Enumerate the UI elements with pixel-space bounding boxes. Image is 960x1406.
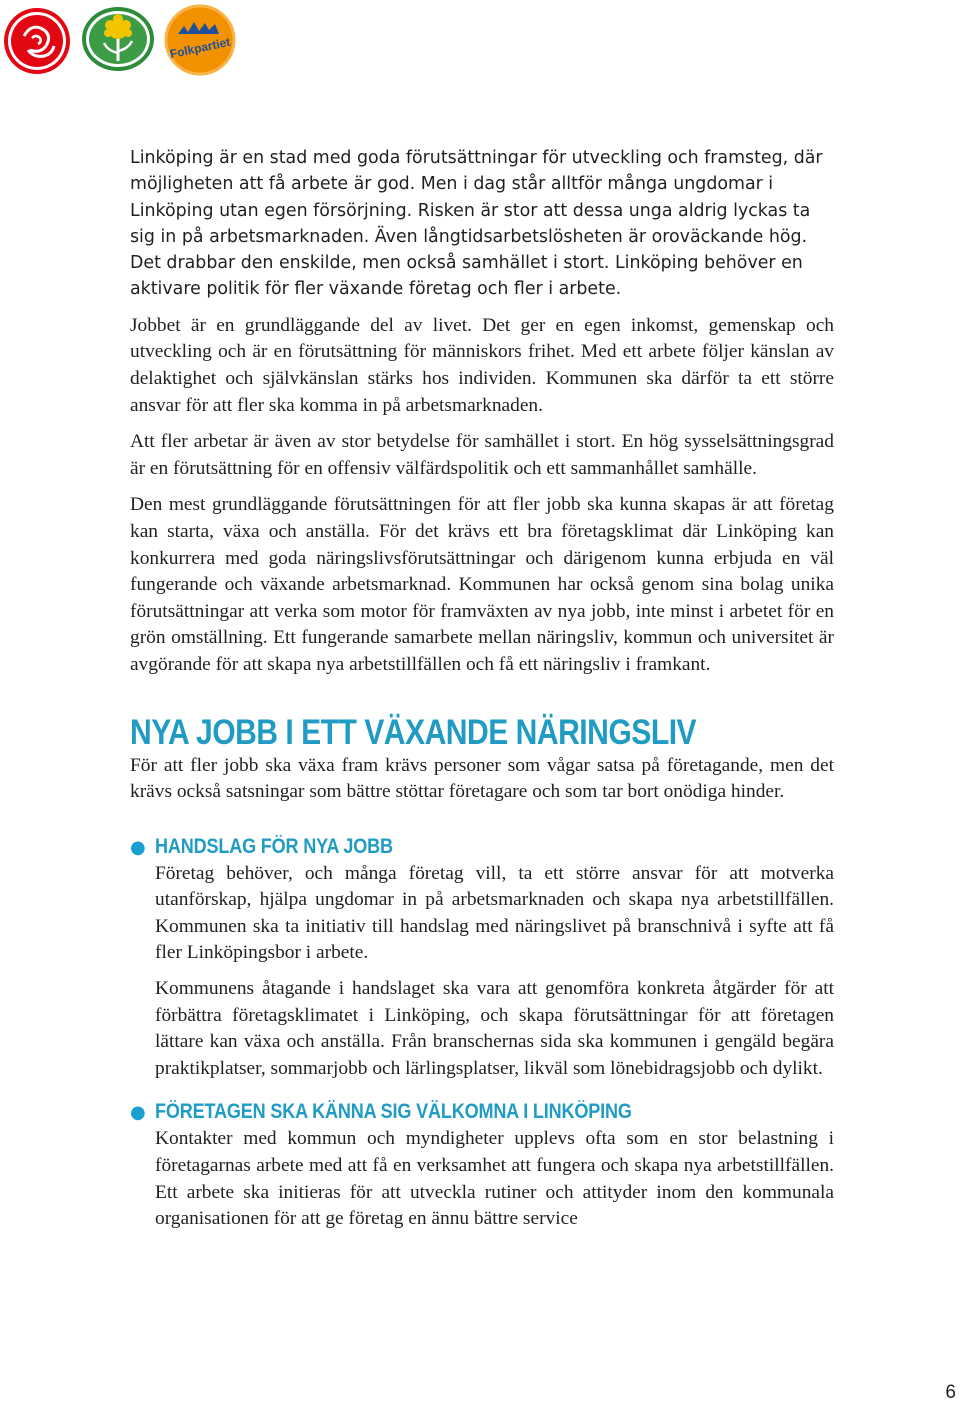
bullet-heading-1: HANDSLAG FÖR NYA JOBB [155, 834, 393, 858]
main-content [130, 145, 834, 1233]
party-logos [0, 0, 260, 80]
bullet-1-paragraph-2: Kommunens åtagande i handslaget ska vara att genomföra konkreta åtgärder för att förbättra företagsklimatet i Linköping, och skapa förutsättningar för att företagen lättare kan växa och anställa. Från branschernas sida ska kommunen i gengäld begära praktikplatser, sommarjobb och lärlingsplatser, likväl som lönebidragsjobb och dylikt. [155, 978, 834, 1079]
folkpartiet-badge-icon [164, 4, 236, 76]
bullet-icon: ● [130, 1102, 146, 1124]
bullet-heading-2: FÖRETAGEN SKA KÄNNA SIG VÄLKOMNA I LINKÖPING [155, 1100, 632, 1124]
bullet-icon: ● [130, 836, 146, 858]
body-paragraph-1: Jobbet är en grundläggande del av livet. Det ger en egen inkomst, gemenskap och utveckling och är en förutsättning för människors frihet. Med ett arbete följer känslan av delaktighet och självkänslan stärks hos individen. Kommunen ska därför ta ett större ansvar för att fler ska komma in på arbetsmarknaden. [130, 314, 834, 416]
section-heading: NYA JOBB I ETT VÄXANDE NÄRINGSLIV [130, 712, 697, 752]
body-paragraph-3: Den mest grundläggande förutsättningen för att fler jobb ska kunna skapas är att företag kan starta, växa och anställa. För det krävs ett bra företagsklimat där Linköping kan konkurrera med goda näringslivsförutsättningar och därigenom kunna erbjuda en väl fungerande och växande arbetsmarknad. Kommunen har också genom sina bolag unika förutsättningar att verka som motor för framväxten av nya jobb, inte minst i arbetet för en grön omställning. Ett fungerande samarbete mellan näringsliv, kommun och universitet är avgörande för att skapa nya arbetstillfällen och få ett näringsliv i framkant. [130, 494, 834, 675]
section-intro: För att fler jobb ska växa fram krävs personer som vågar satsa på företagande, men det krävs också satsningar som bättre stöttar företagare och som tar bort onödiga hinder. [130, 754, 834, 803]
rose-in-hand-icon [2, 6, 72, 76]
folkpartiet-logo-text: Folkpartiet [168, 34, 232, 62]
page-number: 6 [945, 1382, 956, 1403]
dandelion-icon [80, 5, 156, 73]
intro-paragraph: Linköping är en stad med goda förutsättningar för utveckling och framsteg, där möjligheten att få arbete är god. Men i dag står alltför många ungdomar i Linköping utan egen försörjning. Risken är stor att dessa unga aldrig lyckas ta sig in på arbetsmarknaden. Även långtidsarbetslösheten är oroväckande hög. Det drabbar den enskilde, men också samhället i stort. Linköping behöver en aktivare politik för fler växande företag och fler i arbete. [130, 148, 823, 300]
bullet-item-2 [130, 1098, 834, 1232]
bullet-1-paragraph-1: Företag behöver, och många företag vill, ta ett större ansvar för att motverka utanförskap, hjälpa ungdomar in på arbetsmarknaden och skapa nya arbetstillfällen. Kommunen ska ta initiativ till handslag med näringslivet på branschnivå i syfte att få fler Linköpingsbor i arbete. [155, 862, 834, 964]
bullet-2-paragraph-1: Kontakter med kommun och myndigheter upplevs ofta som en stor belastning i företagarnas arbete med att få en verksamhet att fungera och skapa nya arbetstillfällen. Ett arbete ska initieras för att utveckla rutiner och attityder inom den kommunala organisationen för att ge företag en ännu bättre service [155, 1128, 834, 1230]
body-paragraph-2: Att fler arbetar är även av stor betydelse för samhället i stort. En hög sysselsättningsgrad är en förutsättning för en offensiv välfärdspolitik och ett sammanhållet samhälle. [130, 431, 834, 479]
bullet-item-1 [130, 833, 834, 1083]
